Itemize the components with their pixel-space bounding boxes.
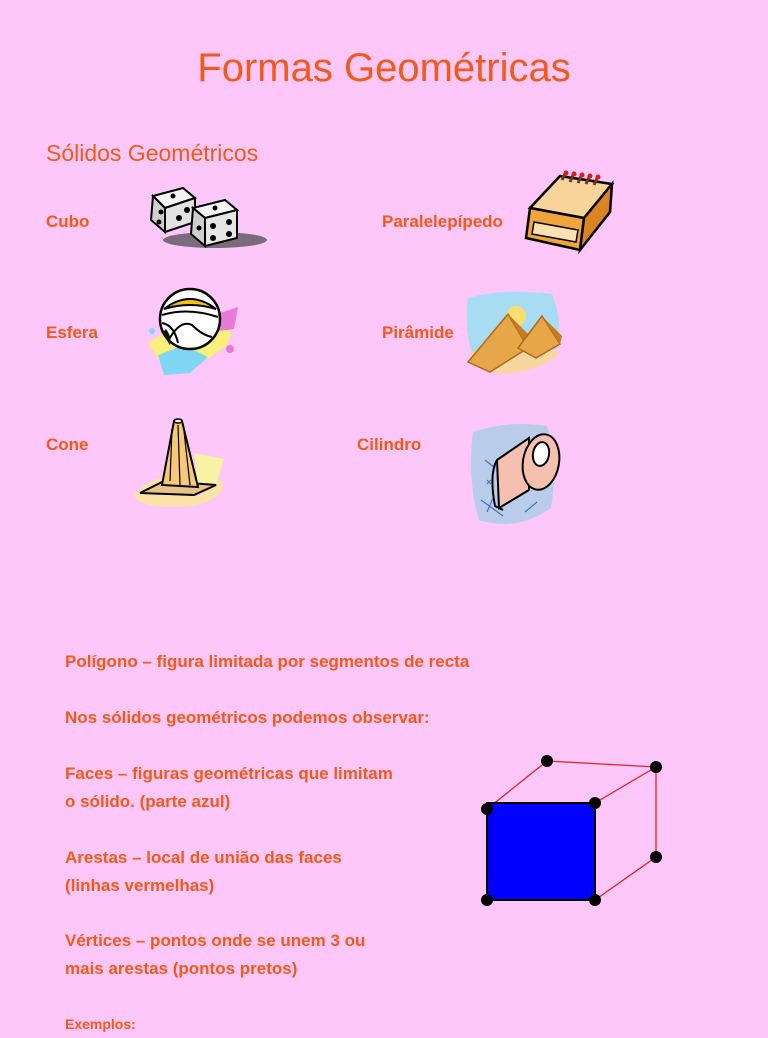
definition-faces-line2: o sólido. (parte azul) (65, 792, 231, 811)
solid-label-cilindro: Cilindro (357, 435, 422, 454)
solid-label-esfera: Esfera (46, 323, 98, 342)
vertex-dot (589, 797, 601, 809)
definition-vertices-line2: mais arestas (pontos pretos) (65, 959, 298, 978)
toilet-roll-icon (467, 420, 562, 530)
ball-icon (138, 285, 248, 380)
examples-label: Exemplos: (65, 1016, 136, 1032)
dice-icon (145, 182, 270, 252)
definition-intro: Nos sólidos geométricos podemos observar: (65, 708, 430, 727)
vertex-dot (541, 755, 553, 767)
pyramid-icon (462, 288, 567, 376)
definition-polygon: Polígono – figura limitada por segmentos de recta (65, 652, 470, 671)
solid-label-paralelepipedo: Paralelepípedo (382, 212, 503, 231)
cube-diagram (470, 748, 680, 918)
section-subtitle: Sólidos Geométricos (46, 140, 259, 166)
cube-face (487, 803, 595, 900)
traffic-cone-icon (128, 415, 228, 510)
vertex-dot (589, 894, 601, 906)
vertex-dot (650, 761, 662, 773)
definition-faces-line1: Faces – figuras geométricas que limitam (65, 764, 393, 783)
solid-label-piramide: Pirâmide (382, 323, 454, 342)
vertex-dot (481, 894, 493, 906)
vertex-dot (650, 851, 662, 863)
solid-label-cubo: Cubo (46, 212, 90, 231)
page-title: Formas Geométricas (197, 46, 571, 90)
matchbox-icon (522, 170, 617, 255)
definition-edges-line1: Arestas – local de união das faces (65, 848, 342, 867)
vertex-dot (481, 803, 493, 815)
definition-vertices-line1: Vértices – pontos onde se unem 3 ou (65, 931, 366, 950)
definition-edges-line2: (linhas vermelhas) (65, 876, 215, 895)
solid-label-cone: Cone (46, 435, 89, 454)
